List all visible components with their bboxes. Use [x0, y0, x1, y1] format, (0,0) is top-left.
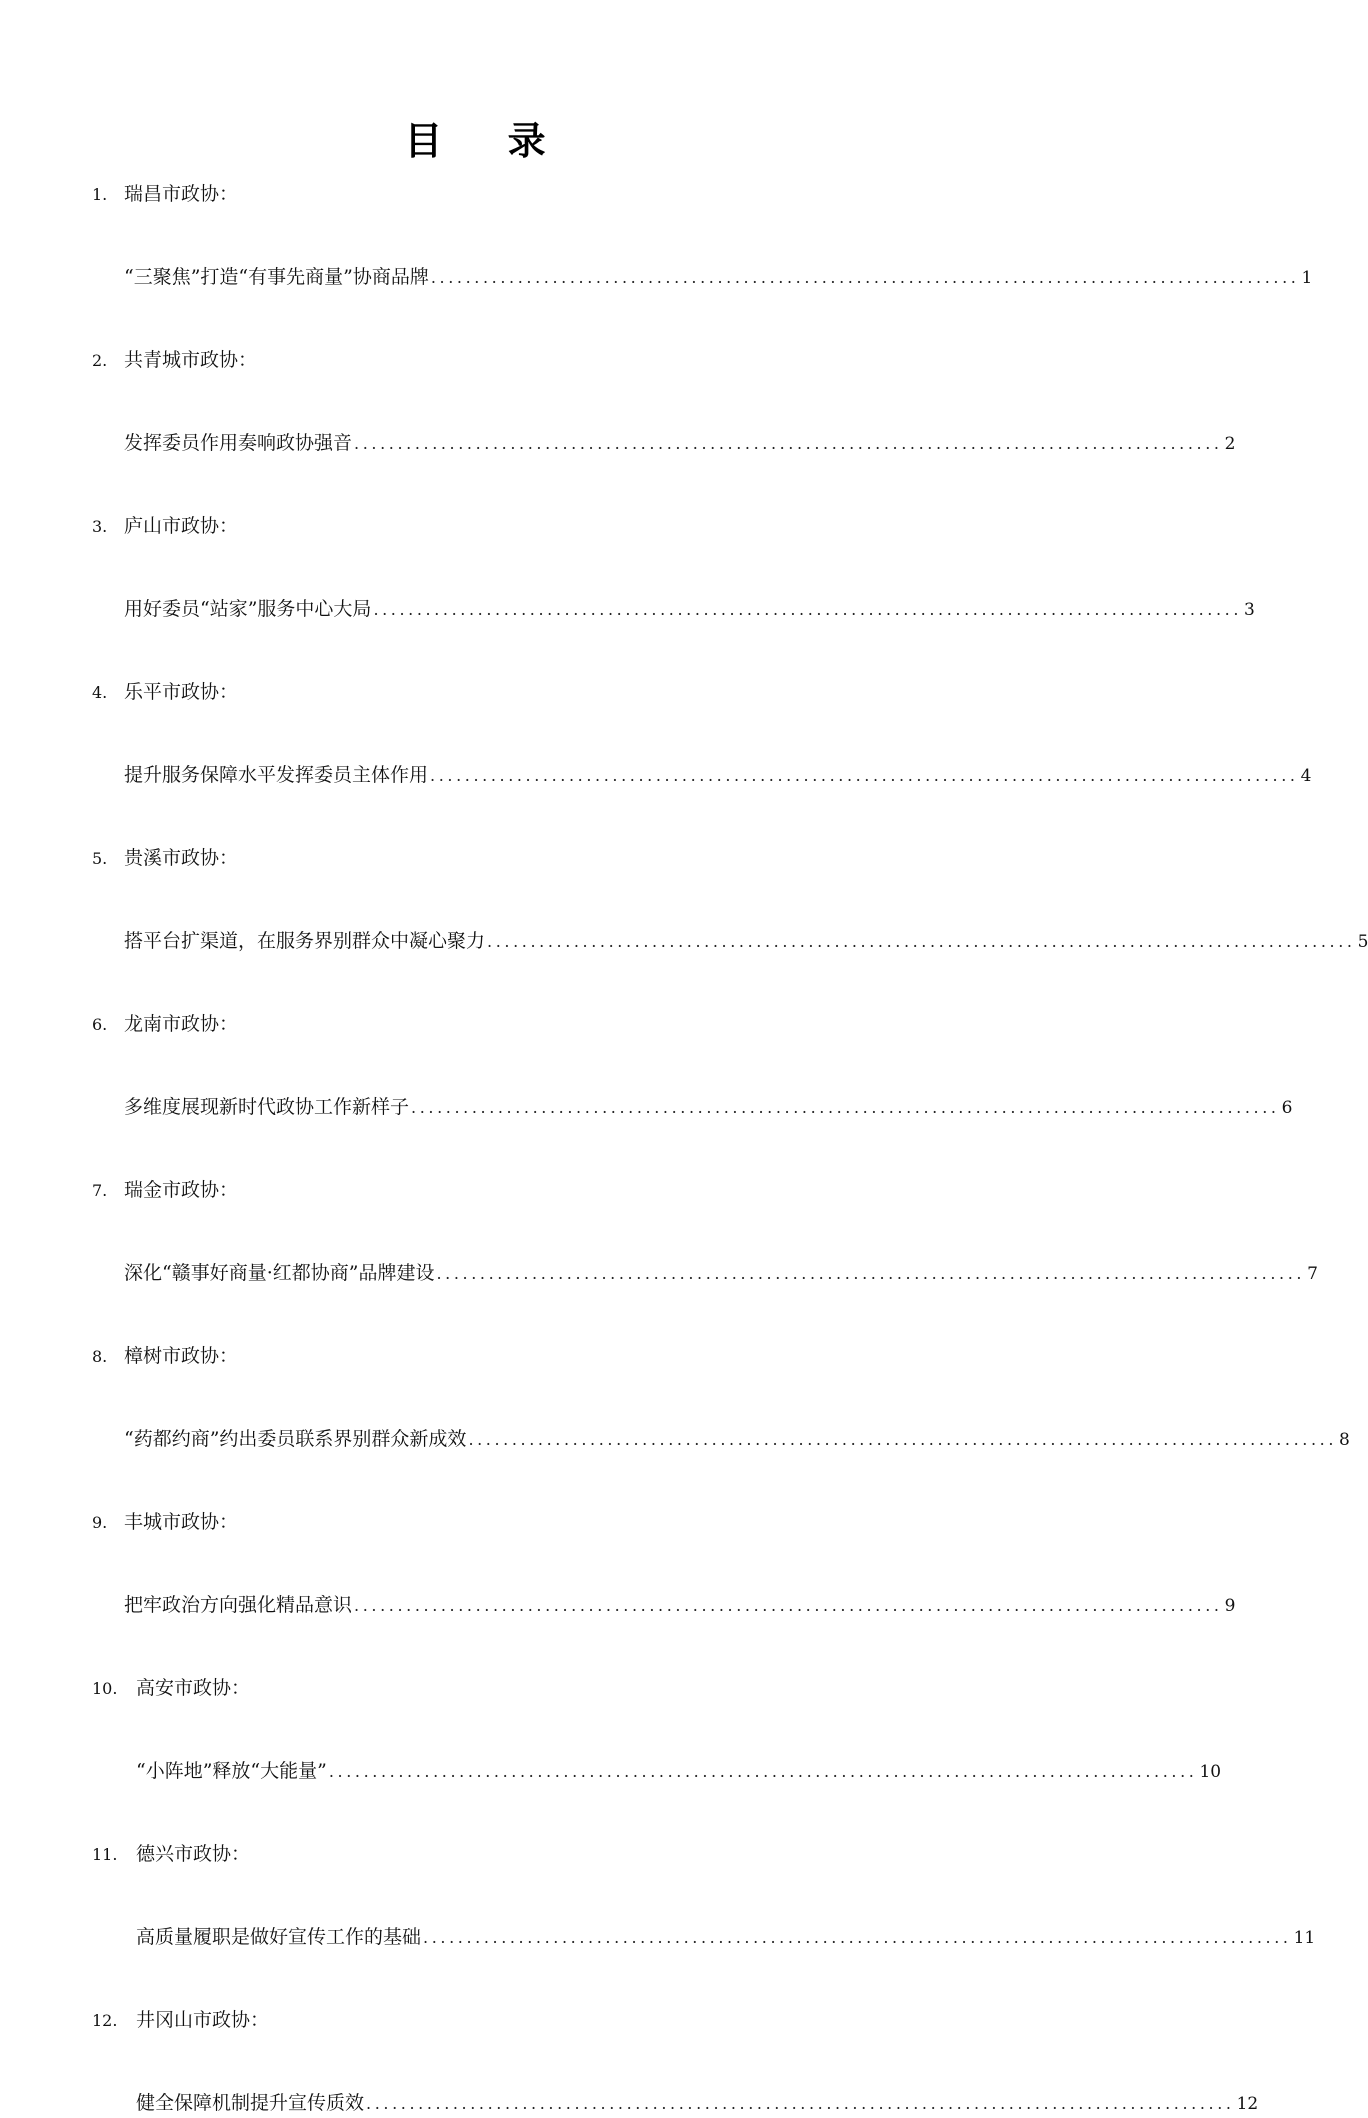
dot-leader: ....................................................................................................: [430, 766, 1299, 785]
dot-leader: ....................................................................................................: [423, 1928, 1292, 1947]
entry-heading[interactable]: 提升服务保障水平发挥委员主体作用: [124, 764, 429, 786]
toc-entry: [92, 1674, 1222, 1840]
toc-entry: [92, 2006, 1259, 2114]
page-number[interactable]: 7: [1307, 1264, 1318, 1284]
page-number[interactable]: 11: [1293, 1928, 1316, 1948]
entry-number: 10.: [92, 1679, 118, 1698]
dot-leader: ....................................................................................................: [373, 600, 1243, 619]
toc-entry: [92, 346, 1236, 512]
toc-entry: [92, 1508, 1236, 1674]
entry-number: 4.: [92, 683, 108, 702]
entry-org-line: [92, 1342, 238, 1370]
entry-org: 龙南市政协：: [124, 1013, 239, 1035]
entry-title-line[interactable]: [136, 1757, 1222, 1785]
page-title: 目 录: [404, 119, 572, 164]
toc-entry: [92, 1010, 1293, 1176]
entry-title-line[interactable]: [124, 429, 1236, 457]
entry-number: 2.: [92, 351, 108, 370]
page-number[interactable]: 12: [1236, 2094, 1259, 2114]
dot-leader: ....................................................................................................: [468, 1430, 1338, 1449]
entry-org: 高安市政协：: [136, 1677, 251, 1699]
entry-heading[interactable]: “小阵地”释放“大能量”: [136, 1760, 327, 1782]
page-number[interactable]: 4: [1300, 766, 1312, 786]
entry-org-line: [92, 346, 257, 374]
entry-number: 8.: [92, 1347, 108, 1366]
dot-leader: ....................................................................................................: [436, 1264, 1306, 1283]
toc-entry: [92, 180, 1313, 346]
entry-title-line[interactable]: [124, 761, 1312, 789]
dot-leader: ....................................................................................................: [487, 932, 1356, 951]
page-number[interactable]: 10: [1199, 1762, 1222, 1782]
page-number[interactable]: 3: [1244, 600, 1255, 620]
entry-heading[interactable]: 用好委员“站家”服务中心大局: [124, 598, 372, 620]
page-number[interactable]: 6: [1281, 1098, 1293, 1118]
entry-title-line[interactable]: [136, 1923, 1316, 1951]
dot-leader: ....................................................................................................: [354, 1596, 1223, 1615]
entry-org: 丰城市政协：: [124, 1511, 239, 1533]
entry-org: 德兴市政协：: [136, 1843, 251, 1865]
entry-heading[interactable]: “药都约商”约出委员联系界别群众新成效: [124, 1428, 467, 1450]
entry-org: 庐山市政协：: [124, 515, 239, 537]
dot-leader: ....................................................................................................: [328, 1762, 1198, 1781]
entry-heading[interactable]: 搭平台扩渠道，在服务界别群众中凝心聚力: [124, 930, 486, 952]
entry-title-line[interactable]: [124, 1591, 1236, 1619]
entry-title-line[interactable]: [124, 1425, 1350, 1453]
toc-entry: [92, 1840, 1316, 2006]
entry-number: 1.: [92, 185, 108, 204]
table-of-contents: [92, 180, 1368, 2114]
entry-number: 11.: [92, 1845, 118, 1864]
entry-number: 9.: [92, 1513, 108, 1532]
entry-heading[interactable]: 高质量履职是做好宣传工作的基础: [136, 1926, 422, 1948]
dot-leader: ....................................................................................................: [366, 2094, 1235, 2113]
entry-org-line: [92, 1010, 238, 1038]
page-number[interactable]: 5: [1357, 932, 1368, 952]
toc-entry: [92, 1342, 1350, 1508]
toc-entry: [92, 678, 1312, 844]
entry-org: 瑞金市政协：: [124, 1179, 239, 1201]
entry-heading[interactable]: “三聚焦”打造“有事先商量”协商品牌: [124, 266, 429, 288]
dot-leader: ....................................................................................................: [411, 1098, 1280, 1117]
entry-org-line: [92, 1840, 250, 1868]
toc-entry: [92, 512, 1255, 678]
page-number[interactable]: 2: [1224, 434, 1236, 454]
entry-heading[interactable]: 健全保障机制提升宣传质效: [136, 2092, 365, 2114]
entry-org-line: [92, 678, 238, 706]
entry-org-line: [92, 512, 238, 540]
entry-org: 乐平市政协：: [124, 681, 239, 703]
toc-entry: [92, 1176, 1318, 1342]
entry-org: 井冈山市政协：: [136, 2009, 270, 2031]
entry-org-line: [92, 1508, 238, 1536]
entry-org-line: [92, 180, 238, 208]
entry-number: 5.: [92, 849, 108, 868]
entry-number: 12.: [92, 2011, 118, 2030]
entry-title-line[interactable]: [124, 1093, 1293, 1121]
entry-heading[interactable]: 把牢政治方向强化精品意识: [124, 1594, 353, 1616]
entry-org: 贵溪市政协：: [124, 847, 239, 869]
entry-heading[interactable]: 深化“赣事好商量·红都协商”品牌建设: [124, 1262, 435, 1284]
entry-title-line[interactable]: [124, 1259, 1318, 1287]
dot-leader: ....................................................................................................: [430, 268, 1300, 287]
entry-org-line: [92, 1674, 250, 1702]
entry-number: 6.: [92, 1015, 108, 1034]
entry-title-line[interactable]: [136, 2089, 1259, 2117]
entry-number: 7.: [92, 1181, 108, 1200]
entry-title-line[interactable]: [124, 595, 1255, 623]
entry-org-line: [92, 1176, 238, 1204]
entry-heading[interactable]: 多维度展现新时代政协工作新样子: [124, 1096, 410, 1118]
entry-number: 3.: [92, 517, 108, 536]
page-number[interactable]: 1: [1301, 268, 1313, 288]
entry-org-line: [92, 844, 238, 872]
page-number[interactable]: 9: [1224, 1596, 1236, 1616]
entry-title-line[interactable]: [124, 927, 1368, 955]
entry-org: 樟树市政协：: [124, 1345, 239, 1367]
entry-org: 共青城市政协：: [124, 349, 258, 371]
page-number[interactable]: 8: [1339, 1430, 1350, 1450]
entry-org: 瑞昌市政协：: [124, 183, 239, 205]
entry-org-line: [92, 2006, 269, 2034]
toc-entry: [92, 844, 1368, 1010]
entry-heading[interactable]: 发挥委员作用奏响政协强音: [124, 432, 353, 454]
entry-title-line[interactable]: [124, 263, 1313, 291]
dot-leader: ....................................................................................................: [354, 434, 1223, 453]
